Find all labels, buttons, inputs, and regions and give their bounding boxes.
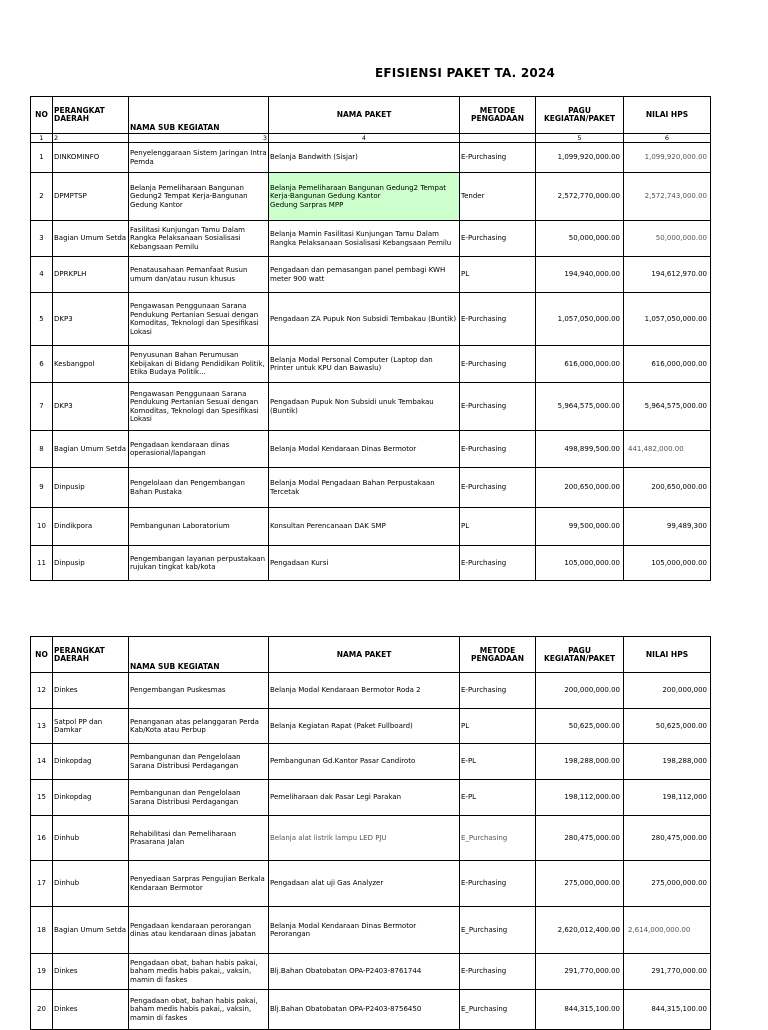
hps-cell: 844,315,100.00: [624, 990, 711, 1030]
row-no: 5: [31, 293, 53, 346]
sub-kegiatan-cell: Pengadaan kendaraan dinas operasional/lapangan: [129, 431, 269, 468]
table-row: [31, 293, 711, 346]
page-title: EFISIENSI PAKET TA. 2024: [374, 66, 556, 80]
table-row: [31, 673, 711, 709]
metode-cell: E-Purchasing: [460, 143, 536, 173]
row-no: 11: [31, 546, 53, 581]
nama-paket-cell: Belanja Pemeliharaan Bangunan Gedung2 Tempat Kerja-Bangunan Gedung Kantor Gedung Sarpras MPP: [269, 173, 460, 221]
hps-cell: 105,000,000.00: [624, 546, 711, 581]
index-cell: 2: [53, 134, 129, 143]
metode-cell: E_Purchasing: [460, 907, 536, 954]
nama-paket-cell: Pembangunan Gd.Kantor Pasar Candiroto: [269, 744, 460, 780]
header-no: NO: [31, 637, 53, 673]
nama-paket-cell: Belanja Modal Kendaraan Dinas Bermotor: [269, 431, 460, 468]
pagu-cell: 198,112,000.00: [536, 780, 624, 816]
perangkat-daerah-cell: Dindikpora: [53, 508, 129, 546]
sub-kegiatan-cell: Pengadaan obat, bahan habis pakai, baham medis habis pakai,, vaksin, mamin di faskes: [129, 990, 269, 1030]
header-metode: METODE PENGADAAN: [460, 97, 536, 134]
sub-kegiatan-cell: Fasilitasi Kunjungan Tamu Dalam Rangka Pelaksanaan Sosialisasi Kebangsaan Pemilu: [129, 221, 269, 257]
sub-kegiatan-cell: Penyusunan Bahan Perumusan Kebijakan di Bidang Pendidikan Politik, Etika Budaya Politik...: [129, 346, 269, 383]
row-no: 2: [31, 173, 53, 221]
sub-kegiatan-cell: Pengawasan Penggunaan Sarana Pendukung Pertanian Sesuai dengan Komoditas, Teknologi dan Spesifikasi Lokasi: [129, 293, 269, 346]
row-no: 19: [31, 954, 53, 990]
metode-cell: E-Purchasing: [460, 673, 536, 709]
sub-kegiatan-cell: Pengadaan obat, bahan habis pakai, baham medis habis pakai,, vaksin, mamin di faskes: [129, 954, 269, 990]
metode-cell: E-Purchasing: [460, 383, 536, 431]
sub-kegiatan-cell: Pengembangan layanan perpustakaan rujukan tingkat kab/kota: [129, 546, 269, 581]
row-no: 4: [31, 257, 53, 293]
sub-kegiatan-cell: Pengadaan kendaraan perorangan dinas atau kendaraan dinas jabatan: [129, 907, 269, 954]
pagu-cell: 2,620,012,400.00: [536, 907, 624, 954]
table-row: [31, 508, 711, 546]
perangkat-daerah-cell: Kesbangpol: [53, 346, 129, 383]
perangkat-daerah-cell: DKP3: [53, 383, 129, 431]
perangkat-daerah-cell: Bagian Umum Setda: [53, 221, 129, 257]
metode-cell: E-Purchasing: [460, 468, 536, 508]
row-no: 17: [31, 861, 53, 907]
hps-cell: 50,625,000.00: [624, 709, 711, 744]
nama-paket-cell: Belanja Modal Kendaraan Bermotor Roda 2: [269, 673, 460, 709]
index-cell: 1: [31, 134, 53, 143]
hps-cell: 198,112,000: [624, 780, 711, 816]
perangkat-daerah-cell: DPRKPLH: [53, 257, 129, 293]
hps-cell: 1,057,050,000.00: [624, 293, 711, 346]
sub-kegiatan-cell: Penatausahaan Pemanfaat Rusun umum dan/atau rusun khusus: [129, 257, 269, 293]
metode-cell: E-PL: [460, 780, 536, 816]
hps-cell: 291,770,000.00: [624, 954, 711, 990]
pagu-cell: 5,964,575,000.00: [536, 383, 624, 431]
metode-cell: Tender: [460, 173, 536, 221]
metode-cell: E-PL: [460, 744, 536, 780]
sub-kegiatan-cell: Penyelenggaraan Sistem Jaringan Intra Pemda: [129, 143, 269, 173]
perangkat-daerah-cell: Dinpusip: [53, 546, 129, 581]
header-metode: METODE PENGADAAN: [460, 637, 536, 673]
metode-cell: E-Purchasing: [460, 346, 536, 383]
row-no: 3: [31, 221, 53, 257]
header-perangkat-daerah: PERANGKAT DAERAH: [53, 637, 129, 673]
nama-paket-cell: Pengadaan ZA Pupuk Non Subsidi Tembakau (Buntik): [269, 293, 460, 346]
row-no: 20: [31, 990, 53, 1030]
table-row: [31, 468, 711, 508]
sub-kegiatan-cell: Pengembangan Puskesmas: [129, 673, 269, 709]
index-cell: 6: [624, 134, 711, 143]
sub-kegiatan-cell: Rehabilitasi dan Pemeliharaan Prasarana Jalan: [129, 816, 269, 861]
table-body-2: [31, 673, 711, 1030]
hps-cell: 2,572,743,000.00: [624, 173, 711, 221]
header-row: [31, 97, 711, 134]
perangkat-daerah-cell: Bagian Umum Setda: [53, 431, 129, 468]
sub-kegiatan-cell: Pengelolaan dan Pengembangan Bahan Pustaka: [129, 468, 269, 508]
hps-cell: 200,000,000: [624, 673, 711, 709]
row-no: 8: [31, 431, 53, 468]
table-row: [31, 709, 711, 744]
pagu-cell: 1,057,050,000.00: [536, 293, 624, 346]
perangkat-daerah-cell: DINKOMINFO: [53, 143, 129, 173]
table-row: [31, 816, 711, 861]
pagu-cell: 1,099,920,000.00: [536, 143, 624, 173]
nama-paket-cell: Pemeliharaan dak Pasar Legi Parakan: [269, 780, 460, 816]
metode-cell: E-Purchasing: [460, 546, 536, 581]
nama-paket-cell: Belanja Modal Personal Computer (Laptop dan Printer untuk KPU dan Bawaslu): [269, 346, 460, 383]
pagu-cell: 200,650,000.00: [536, 468, 624, 508]
table-row: [31, 954, 711, 990]
pagu-cell: 616,000,000.00: [536, 346, 624, 383]
header-sub-kegiatan: NAMA SUB KEGIATAN: [129, 637, 269, 673]
pagu-cell: 275,000,000.00: [536, 861, 624, 907]
pagu-cell: 280,475,000.00: [536, 816, 624, 861]
perangkat-daerah-cell: Dinkopdag: [53, 744, 129, 780]
hps-cell: 5,964,575,000.00: [624, 383, 711, 431]
hps-cell: 194,612,970.00: [624, 257, 711, 293]
metode-cell: E_Purchasing: [460, 990, 536, 1030]
nama-paket-cell: Konsultan Perencanaan DAK SMP: [269, 508, 460, 546]
table-row: [31, 431, 711, 468]
metode-cell: E-Purchasing: [460, 221, 536, 257]
perangkat-daerah-cell: Dinhub: [53, 861, 129, 907]
hps-cell: 441,482,000.00: [624, 431, 711, 468]
row-no: 10: [31, 508, 53, 546]
sub-kegiatan-cell: Penyediaan Sarpras Pengujian Berkala Kendaraan Bermotor: [129, 861, 269, 907]
header-pagu: PAGU KEGIATAN/PAKET: [536, 97, 624, 134]
perangkat-daerah-cell: Dinkes: [53, 990, 129, 1030]
header-nama-paket: NAMA PAKET: [269, 637, 460, 673]
sub-kegiatan-cell: Pembangunan Laboratorium: [129, 508, 269, 546]
hps-cell: 1,099,920,000.00: [624, 143, 711, 173]
row-no: 9: [31, 468, 53, 508]
nama-paket-cell: Belanja Modal Pengadaan Bahan Perpustakaan Tercetak: [269, 468, 460, 508]
perangkat-daerah-cell: DKP3: [53, 293, 129, 346]
sub-kegiatan-cell: Pengawasan Penggunaan Sarana Pendukung Pertanian Sesuai dengan Komoditas, Teknologi dan Spesifikasi Lokasi: [129, 383, 269, 431]
nama-paket-cell: Pengadaan dan pemasangan panel pembagi KWH meter 900 watt: [269, 257, 460, 293]
sub-kegiatan-cell: Pembangunan dan Pengelolaan Sarana Distribusi Perdagangan: [129, 744, 269, 780]
perangkat-daerah-cell: Dinpusip: [53, 468, 129, 508]
nama-paket-cell: Belanja Bandwith (Sisjar): [269, 143, 460, 173]
paket-table-2: [30, 636, 711, 1030]
sub-kegiatan-cell: Belanja Pemeliharaan Bangunan Gedung2 Tempat Kerja-Bangunan Gedung Kantor: [129, 173, 269, 221]
metode-cell: PL: [460, 508, 536, 546]
pagu-cell: 99,500,000.00: [536, 508, 624, 546]
pagu-cell: 2,572,770,000.00: [536, 173, 624, 221]
perangkat-daerah-cell: DPMPTSP: [53, 173, 129, 221]
pagu-cell: 200,000,000.00: [536, 673, 624, 709]
pagu-cell: 198,288,000.00: [536, 744, 624, 780]
table-row: [31, 221, 711, 257]
index-cell: 3: [129, 134, 269, 143]
metode-cell: E_Purchasing: [460, 816, 536, 861]
table-row: [31, 143, 711, 173]
pagu-cell: 50,000,000.00: [536, 221, 624, 257]
metode-cell: E-Purchasing: [460, 431, 536, 468]
row-no: 7: [31, 383, 53, 431]
metode-cell: E-Purchasing: [460, 954, 536, 990]
index-cell: 4: [269, 134, 460, 143]
header-hps: NILAI HPS: [624, 637, 711, 673]
column-index-row: [31, 134, 711, 143]
header-nama-paket: NAMA PAKET: [269, 97, 460, 134]
header-no: NO: [31, 97, 53, 134]
header-perangkat-daerah: PERANGKAT DAERAH: [53, 97, 129, 134]
nama-paket-cell: Belanja Mamin Fasilitasi Kunjungan Tamu Dalam Rangka Pelaksanaan Sosialisasi Kebangsaan Pemilu: [269, 221, 460, 257]
pagu-cell: 105,000,000.00: [536, 546, 624, 581]
hps-cell: 275,000,000.00: [624, 861, 711, 907]
pagu-cell: 498,899,500.00: [536, 431, 624, 468]
table-row: [31, 383, 711, 431]
pagu-cell: 50,625,000.00: [536, 709, 624, 744]
metode-cell: E-Purchasing: [460, 293, 536, 346]
metode-cell: E-Purchasing: [460, 861, 536, 907]
perangkat-daerah-cell: Satpol PP dan Damkar: [53, 709, 129, 744]
table-row: [31, 780, 711, 816]
perangkat-daerah-cell: Dinkes: [53, 954, 129, 990]
metode-cell: PL: [460, 257, 536, 293]
paket-table-1: [30, 96, 711, 581]
perangkat-daerah-cell: Dinkes: [53, 673, 129, 709]
row-no: 18: [31, 907, 53, 954]
perangkat-daerah-cell: Bagian Umum Setda: [53, 907, 129, 954]
row-no: 1: [31, 143, 53, 173]
row-no: 13: [31, 709, 53, 744]
table-row: [31, 744, 711, 780]
hps-cell: 280,475,000.00: [624, 816, 711, 861]
nama-paket-cell: Belanja alat listrik lampu LED PJU: [269, 816, 460, 861]
nama-paket-cell: Pengadaan Kursi: [269, 546, 460, 581]
row-no: 6: [31, 346, 53, 383]
metode-cell: PL: [460, 709, 536, 744]
header-hps: NILAI HPS: [624, 97, 711, 134]
sub-kegiatan-cell: Pembangunan dan Pengelolaan Sarana Distribusi Perdagangan: [129, 780, 269, 816]
nama-paket-cell: Pengadaan Pupuk Non Subsidi unuk Tembakau (Buntik): [269, 383, 460, 431]
nama-paket-cell: Belanja Modal Kendaraan Dinas Bermotor Perorangan: [269, 907, 460, 954]
row-no: 16: [31, 816, 53, 861]
pagu-cell: 194,940,000.00: [536, 257, 624, 293]
header-sub-kegiatan: NAMA SUB KEGIATAN: [129, 97, 269, 134]
hps-cell: 198,288,000: [624, 744, 711, 780]
table-body-1: [31, 143, 711, 581]
index-cell: [460, 134, 536, 143]
hps-cell: 616,000,000.00: [624, 346, 711, 383]
nama-paket-cell: Blj.Bahan Obatobatan OPA-P2403-8761744: [269, 954, 460, 990]
nama-paket-cell: Belanja Kegiatan Rapat (Paket Fullboard): [269, 709, 460, 744]
table-row: [31, 173, 711, 221]
row-no: 15: [31, 780, 53, 816]
hps-cell: 2,614,000,000.00: [624, 907, 711, 954]
pagu-cell: 844,315,100.00: [536, 990, 624, 1030]
perangkat-daerah-cell: Dinhub: [53, 816, 129, 861]
table-row: [31, 257, 711, 293]
index-cell: 5: [536, 134, 624, 143]
sub-kegiatan-cell: Penanganan atas pelanggaran Perda Kab/Kota atau Perbup: [129, 709, 269, 744]
nama-paket-cell: Blj.Bahan Obatobatan OPA-P2403-8756450: [269, 990, 460, 1030]
hps-cell: 99,489,300: [624, 508, 711, 546]
table-row: [31, 546, 711, 581]
table-row: [31, 861, 711, 907]
row-no: 12: [31, 673, 53, 709]
table-row: [31, 907, 711, 954]
table-row: [31, 346, 711, 383]
row-no: 14: [31, 744, 53, 780]
nama-paket-cell: Pengadaan alat uji Gas Analyzer: [269, 861, 460, 907]
header-row: [31, 637, 711, 673]
header-pagu: PAGU KEGIATAN/PAKET: [536, 637, 624, 673]
pagu-cell: 291,770,000.00: [536, 954, 624, 990]
perangkat-daerah-cell: Dinkopdag: [53, 780, 129, 816]
hps-cell: 50,000,000.00: [624, 221, 711, 257]
hps-cell: 200,650,000.00: [624, 468, 711, 508]
